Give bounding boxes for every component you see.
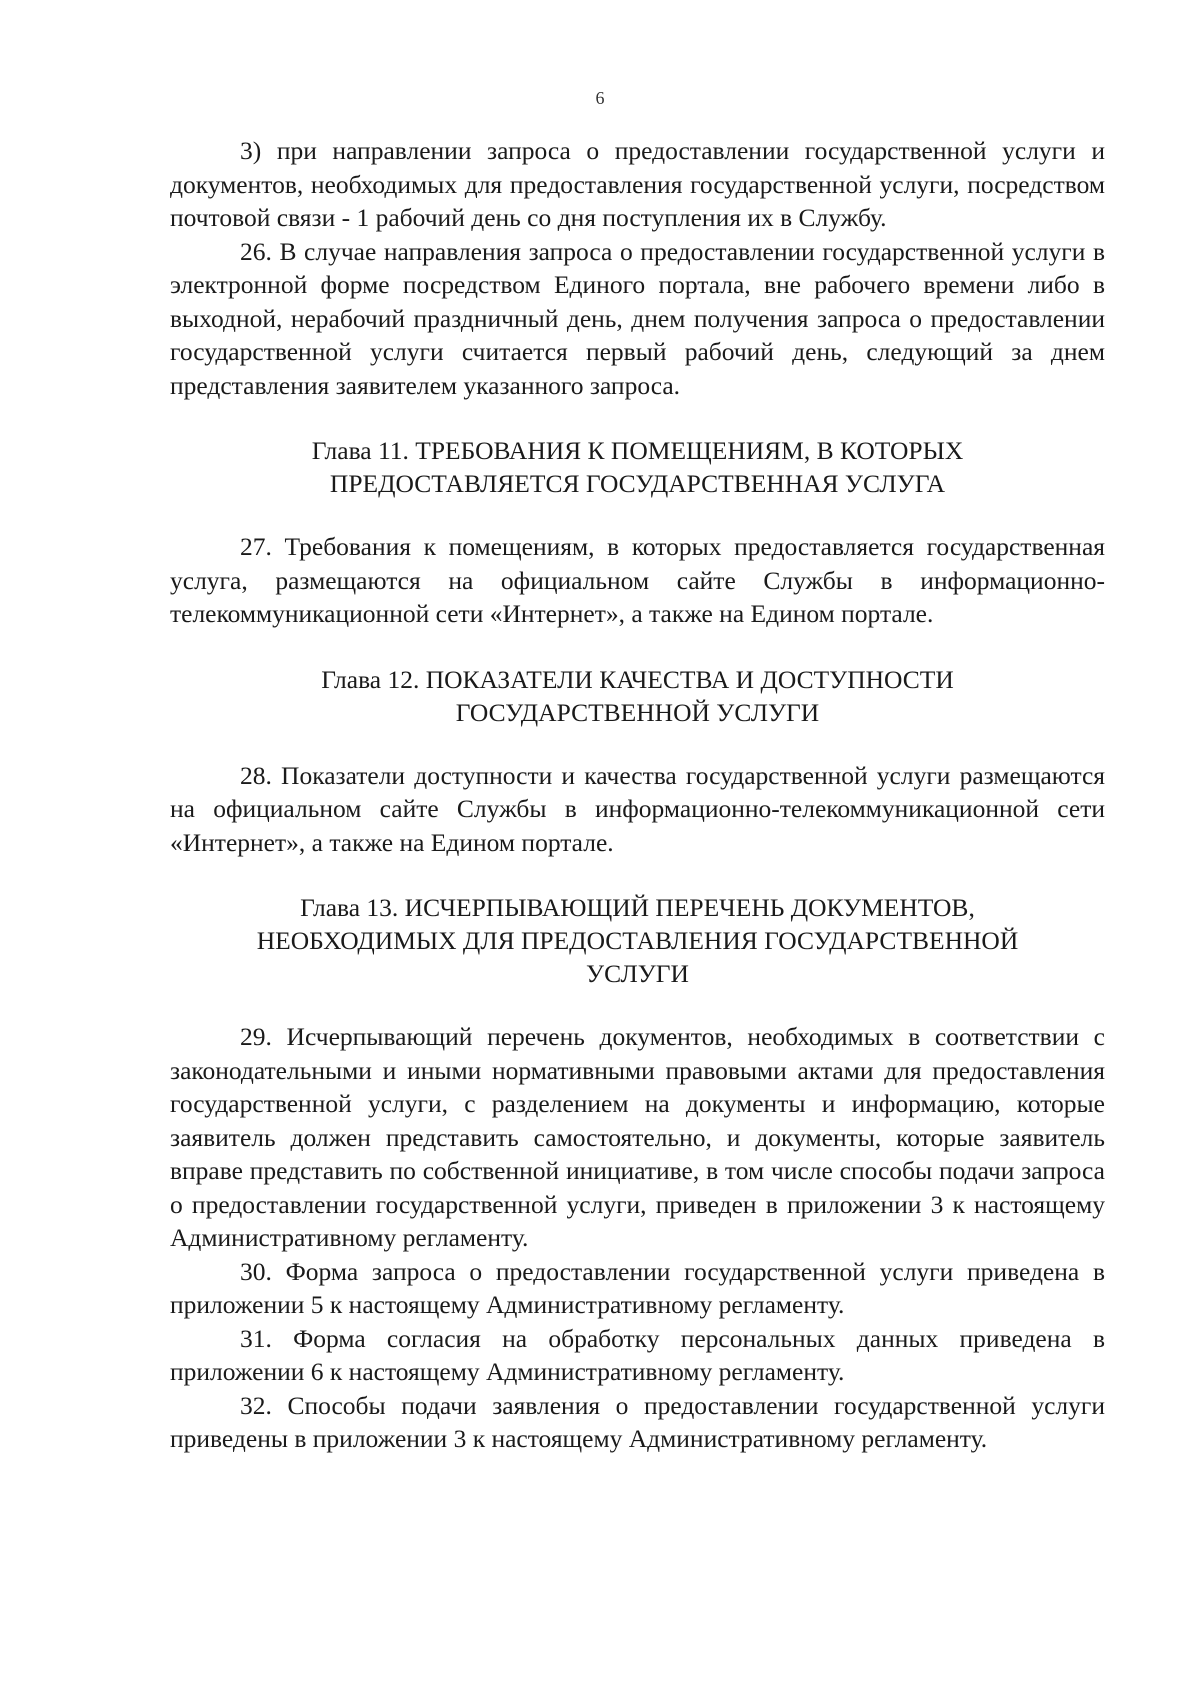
page-number: 6 — [595, 88, 605, 108]
paragraph-29: 29. Исчерпывающий перечень документов, необходимых в соответствии с законодательными и иными нормативными правовыми актами для предоставления государственной услуги, с разделением на документы и информацию, которые заявитель должен представить самостоятельно, и документы, которые заявитель вправе представить по собственной инициативе, в том числе способы подачи запроса о предоставлении государственной услуги, приведен в приложении 3 к настоящему Административному регламенту. — [170, 1022, 1105, 1252]
chapter-12-heading: Глава 12. ПОКАЗАТЕЛИ КАЧЕСТВА И ДОСТУПНОСТИ ГОСУДАРСТВЕННОЙ УСЛУГИ — [321, 664, 954, 727]
paragraph-30: 30. Форма запроса о предоставлении государственной услуги приведена в приложении 5 к настоящему Административному регламенту. — [170, 1256, 1105, 1319]
paragraph-25-item-3: 3) при направлении запроса о предоставлении государственной услуги и документов, необходимых для предоставления государственной услуги, посредством почтовой связи - 1 рабочий день со дня поступления их в Службу. — [170, 136, 1105, 232]
paragraph-28: 28. Показатели доступности и качества государственной услуги размещаются на официальном сайте Службы в информационно-телекоммуникационной сети «Интернет», а также на Едином портале. — [170, 760, 1105, 857]
paragraph-27: 27. Требования к помещениям, в которых предоставляется государственная услуга, размещаются на официальном сайте Службы в информационно-телекоммуникационной сети «Интернет», а также на Едином портале. — [170, 532, 1105, 628]
document-body — [170, 134, 1105, 1456]
paragraph-31: 31. Форма согласия на обработку персональных данных приведена в приложении 6 к настоящему Административному регламенту. — [170, 1323, 1105, 1386]
paragraph-32: 32. Способы подачи заявления о предоставлении государственной услуги приведены в приложении 3 к настоящему Административному регламенту. — [170, 1390, 1105, 1453]
paragraph-26: 26. В случае направления запроса о предоставлении государственной услуги в электронной форме посредством Единого портала, вне рабочего времени либо в выходной, нерабочий праздничный день, днем получения запроса о предоставлении государственной услуги считается первый рабочий день, следующий за днем представления заявителем указанного запроса. — [170, 236, 1105, 400]
chapter-13-heading: Глава 13. ИСЧЕРПЫВАЮЩИЙ ПЕРЕЧЕНЬ ДОКУМЕНТОВ, НЕОБХОДИМЫХ ДЛЯ ПРЕДОСТАВЛЕНИЯ ГОСУДАРСТВЕННОЙ УСЛУГИ — [256, 893, 1019, 988]
chapter-11-heading: Глава 11. ТРЕБОВАНИЯ К ПОМЕЩЕНИЯМ, В КОТОРЫХ ПРЕДОСТАВЛЯЕТСЯ ГОСУДАРСТВЕННАЯ УСЛУГА — [311, 436, 964, 498]
